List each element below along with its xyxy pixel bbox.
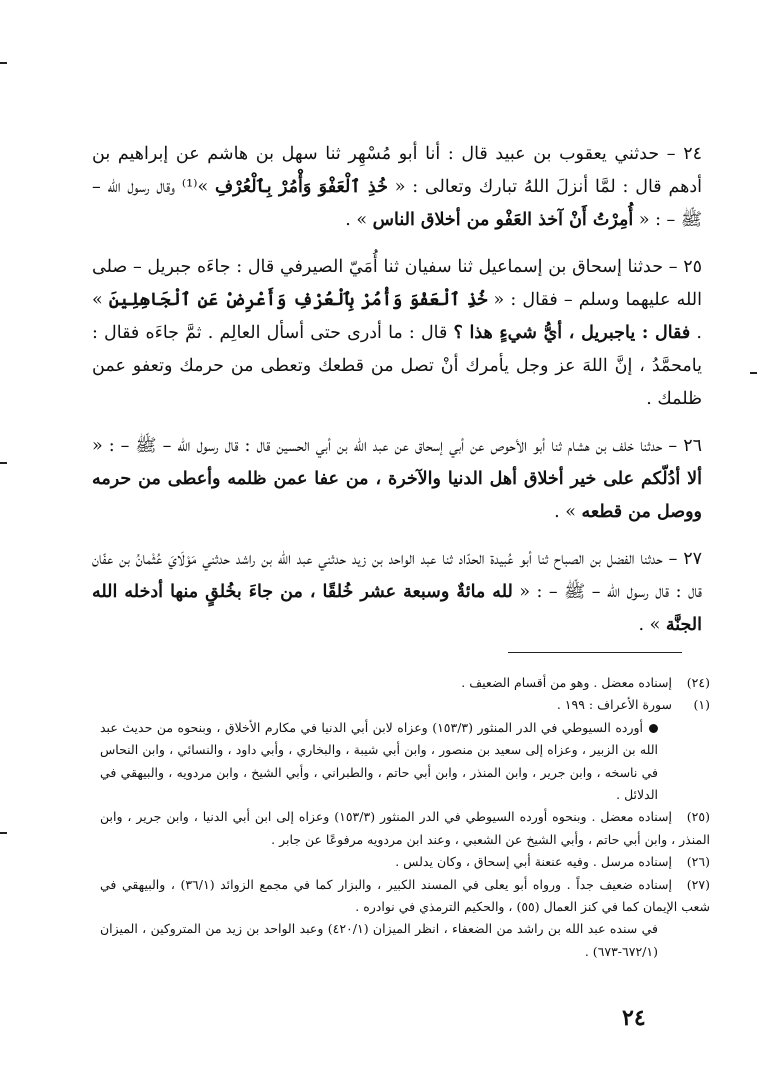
footnote: أورده السيوطي في الدر المنثور (١٥٣/٣) وعزاه لابن أبي الدنيا في مكارم الأخلاق ، وبنحوه من حديث عبد الله بن الزبير ، وعزاه إلى سعيد بن منصور ، وابن أبي شيبة ، والبخاري ، وأبي داود ، والنسائي ، وابن النحاس في ناسخه ، وابن جرير ، وابن المنذر ، وابن أبي حاتم ، والطبراني ، وأبي الشيخ ، وابن مردويه ، والبيهقي في الدلائل .: [100, 719, 658, 803]
hadith-paragraph: ٢٤ – حدثني يعقوب بن عبيد قال : أنا أبو مُسْهِر ثنا سهل بن هاشم عن إبراهيم بن أدهم قال : لمَّا أنزلَ اللهُ تبارك وتعالى : « خُذِ ٱلْعَفْوَ وَأْمُرْ بِٱلْعُرْفِ »⁽¹⁾ وقال رسول الله – ﷺ – : « أُمِرْتُ أَنْ آخذ العَفْو من أخلاق الناس » .: [92, 144, 702, 230]
footnote-number: (٢٧): [686, 876, 710, 892]
hadith-paragraph: ٢٥ – حدثنا إسحاق بن إسماعيل ثنا سفيان ثنا أُمَيّ الصيرفي قال : جاءَه جبريل – صلى الله عليهما وسلم – فقال : « خُذِ ٱلْعَفْوَ وَأْمُرْ بِٱلْعُرْفِ وَأَعْرِضْ عَنِ ٱلْجَاهِلِينَ » . فقال : ياجبريل ، أيُّ شيءٍ هذا ؟ قال : ما أدرى حتى أسأل العالِم . ثمَّ جاءَه فقال : يامحمَّدُ ، إنَّ اللهَ عز وجل يأمرك أنْ تصل من قطعك وتعطى من حرمك وتعفو عمن ظلمك .: [92, 257, 703, 409]
footnote: (٢٧)إسناده ضعيف جداً . ورواه أبو يعلى في المسند الكبير ، والبزار كما في مجمع الزوائد (٣٦/١) ، والبيهقي في شعب الإيمان كما في كنز العمال (٥٥) ، والحكيم الترمذي في نوادره .: [100, 874, 710, 919]
footnote-number: (٢٦): [686, 854, 710, 870]
quote-bold: فقال : ياجبريل ، أيُّ شيءٍ هذا ؟: [453, 323, 691, 343]
margin-mark-bottom-left: [0, 832, 7, 834]
footnote: (٢٤)إسناده معضل . وهو من أقسام الضعيف .: [100, 672, 710, 694]
hadith-paragraph: ٢٦ – حدثنا خلف بن هشام ثنا أبو الأحوص عن أبي إسحاق عن عبد الله بن أبي الحسين قال : قال رسول الله – ﷺ – : « ألا أدُلّكم على خير أخلاق أهل الدنيا والآخرة ، من عفا عمن ظلمه وأعطى من حرمه ووصل من قطعه » .: [92, 436, 702, 522]
page-number: ٢٤: [622, 1005, 646, 1031]
footnote-separator: [508, 652, 682, 653]
footnote-number: (٢٤): [686, 675, 710, 690]
footnote-number: (١): [693, 697, 710, 713]
quote-bold: أُمِرْتُ أَنْ آخذ العَفْو من أخلاق الناس: [372, 210, 634, 230]
quote-bold: ألا أدُلّكم على خير أخلاق أهل الدنيا والآخرة ، من عفا عمن ظلمه وأعطى من حرمه ووصل من قطعه: [92, 469, 702, 522]
footnote: (١)سورة الأعراف : ١٩٩ .: [100, 694, 710, 716]
footnotes: [100, 672, 710, 963]
hadith-paragraph: ٢٧ – حدثنا الفضل بن الصباح ثنا أبو عُبيدة الحدّاد ثنا عبد الواحد بن زيد حدثني عبد الله بن راشد حدثني مَوْلَايَ عُثْمانُ بن عفّان قال : قال رسول الله – ﷺ – : « لله مائةٌ وسبعة عشر خُلقًا ، من جاءَ بخُلقٍ منها أدخله الله الجنَّة » .: [92, 549, 703, 635]
margin-mark-right: [750, 372, 757, 374]
footnote: (٢٥)إسناده معضل . وبنحوه أورده السيوطي في الدر المنثور (١٥٣/٣) وعزاه إلى ابن أبي الدنيا ، وابن جرير ، وابن المنذر ، وابن أبي حاتم ، وأبي الشيخ عن الشعبي ، وعند ابن مردويه مرفوعًا عن جابر .: [100, 806, 710, 851]
main-text: [92, 138, 702, 656]
margin-mark-top-left: [0, 62, 7, 64]
footnote-continuation: في سنده عبد الله بن راشد من الضعفاء ، انظر الميزان (٤٢٠/١) وعبد الواحد بن زيد من المتروكين ، الميزان (٦٧٢/١-٦٧٣) .: [100, 921, 658, 959]
footnote-number: (٢٥): [686, 809, 710, 825]
footnote: (٢٦)إسناده مرسل . وفيه عنعنة أبي إسحاق ، وكان يدلس .: [100, 851, 710, 873]
margin-mark-mid-left: [0, 462, 7, 464]
quote-bold: خُذِ ٱلْعَفْوَ وَأْمُرْ بِٱلْعُرْفِ: [214, 177, 388, 197]
quote-bold: لله مائةٌ وسبعة عشر خُلقًا ، من جاءَ بخُلقٍ منها أدخله الله الجنَّة: [92, 582, 702, 635]
bullet-icon: [649, 724, 658, 733]
quote-bold: خُذِ ٱلْعَفْوَ وَأْمُرْ بِٱلْعُرْفِ وَأَعْرِضْ عَنِ ٱلْجَاهِلِينَ: [108, 290, 488, 310]
